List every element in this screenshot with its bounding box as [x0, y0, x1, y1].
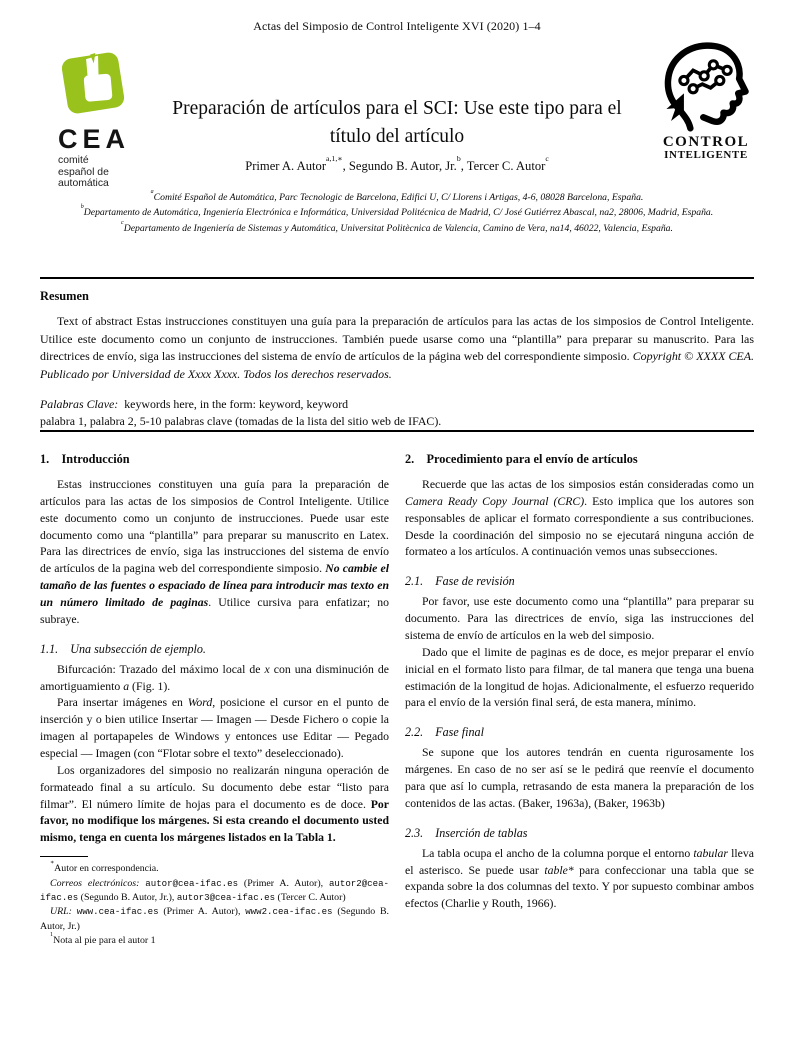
text-segment: Correos electrónicos: [50, 877, 146, 889]
text-segment: No cambie el tamaño de las fuentes o espaciado de línea para introducir mas texto en un número limitado de paginas [40, 562, 389, 610]
cea-subtitle-line: automática [58, 178, 109, 190]
paragraph [40, 477, 389, 629]
text-segment: x [264, 662, 270, 676]
footnote [40, 905, 389, 934]
text-segment: , posicione el cursor en el punto de inserción y o bien utilice Insertar — Imagen — Desde Fichero o copie la imagen al portapapeles de Windows y entonces use Editar — Pegado especial — Imagen (con “Flotar sobre el texto” deseleccionado). [40, 696, 389, 761]
text-segment: Por favor, no modifique los márgenes. Si esta creando el documento usted mismo, tenga en cuenta los márgenes listados en la Tabla 1. [40, 797, 389, 845]
text-segment: con una disminución de amortiguamiento [40, 662, 389, 693]
paragraph [405, 477, 754, 561]
text-segment: Recuerde que las actas de los simposios están consideradas como un [422, 478, 754, 491]
paragraph [405, 745, 754, 812]
text-segment: Para insertar imágenes en [57, 696, 188, 710]
text-segment: lleva el asterisco. Se puede usar [405, 846, 754, 877]
text-segment: (Segundo B. Autor, Jr.), [78, 892, 177, 904]
running-head: Actas del Simposio de Control Inteligente XVI (2020) 1–4 [253, 19, 541, 33]
subsection-heading: 1.1. Una subsección de ejemplo. [40, 641, 206, 656]
text-segment: (Primer A. Autor), [238, 877, 329, 889]
text-segment: a [123, 679, 130, 693]
superscript-marker: ∗ [50, 860, 55, 867]
paper-title-line1: Preparación de artículos para el SCI: Use este tipo para el [172, 98, 622, 119]
footnote [40, 877, 389, 906]
text-segment: Palabras Clave: [40, 397, 119, 412]
text-segment: table* [544, 863, 574, 877]
superscript-marker: a,1,∗ [326, 154, 343, 164]
text-segment: keywords here, in the form: keyword, keyword [118, 397, 349, 412]
inteligente-label: INTELIGENTE [664, 149, 748, 161]
text-segment: Los organizadores del simposio no realizarán ninguna operación de formateado final a su artículo. Su documento debe estar “listo para filmar”. El número límite de hojas para el documento es de doce. [40, 763, 389, 811]
footnote [40, 862, 389, 876]
subsection-heading: 2.1. Fase de revisión [405, 574, 515, 589]
affiliation-c [26, 221, 768, 236]
paragraph [40, 695, 389, 762]
text-segment: (Primer A. Autor), [158, 906, 246, 918]
text-segment: . Esto implica que los autores son responsables de aplicar el formato correspondiente a sus contribuciones. Desde la coordinación del simposio no se ejecutará ninguna acción de formateo a los artículos. A continuación vemos unas subsecciones. [405, 494, 754, 559]
paragraph [405, 846, 754, 913]
paragraph [40, 662, 389, 696]
text-segment: (Fig. 1). [129, 679, 171, 693]
superscript-marker: b [456, 154, 461, 164]
paragraph [405, 594, 754, 645]
paragraph [40, 763, 389, 847]
text-segment: Autor en correspondencia. [54, 863, 159, 875]
code-text: www.cea-ifac.es [76, 906, 159, 918]
text-segment: para confeccionar una tabla que se expanda sobre la dos columnas del texto. Y por supuesto combinar ambos efectos (Charlie y Routh, 1966). [405, 863, 755, 911]
code-text: autor@cea-ifac.es [145, 877, 239, 889]
subsection-heading: 2.3. Inserción de tablas [405, 825, 528, 840]
abstract-block [40, 289, 754, 430]
body-columns [40, 450, 754, 949]
text-segment: Por favor, use este documento como una “plantilla” para preparar su documento. Para las directrices de envío, siga las instrucciones del sistema de envío de artículos en la web del simposio. [405, 595, 754, 643]
code-text: autor3@cea-ifac.es [176, 892, 276, 904]
keywords-line1 [40, 396, 754, 413]
text-segment: Dado que el limite de paginas es de doce, es mejor preparar el envío inicial en el formato listo para filmar, de tal manera que tenga una buena estimación de la longitud de hojas. Adicionalmente, el esfuerzo requerido para el envío de la versión final será, de esta manera, mínimo. [405, 645, 754, 710]
text-segment: URL: [50, 906, 77, 918]
footnote-rule [40, 856, 88, 857]
paper-title [80, 95, 714, 152]
text-segment: La tabla ocupa el ancho de la columna porque el entorno [422, 846, 694, 860]
affiliation-b [26, 205, 768, 220]
paper-title-line2: título del artículo [329, 126, 465, 148]
text-segment: Word [187, 696, 213, 710]
affiliation-a [26, 190, 768, 205]
footnote-list [40, 862, 389, 948]
text-segment: , Tercer C. Autor [460, 159, 546, 173]
right-column-blocks [405, 452, 754, 913]
superscript-marker: a [150, 189, 154, 196]
paragraph [405, 645, 754, 712]
code-text: autor2@cea-ifac.es [40, 877, 389, 904]
footnote [40, 934, 389, 948]
superscript-marker: c [121, 219, 124, 226]
subsection-heading: 2.2. Fase final [405, 725, 484, 740]
text-segment: , Segundo B. Autor, Jr. [342, 159, 457, 173]
cea-subtitle-line: español de [58, 166, 109, 178]
text-segment: Departamento de Automática, Ingeniería Electrónica e Informática, Universidad Politécnica de Madrid, C/ José Gutiérrez Abascal, na2, 28006, Madrid, España. [83, 207, 714, 219]
superscript-marker: c [545, 154, 549, 164]
text-segment: tabular [693, 846, 729, 860]
text-segment: Nota al pie para el autor 1 [53, 935, 156, 947]
text-segment: Se supone que los autores tendrán en cuenta rigurosamente los márgenes. En caso de no ser así se le pedirá que reenvíe el documento para que así lo cumpla, retrasando de esta manera la preparación de los contenidos de las actas. (Baker, 1963a), (Baker, 1963b) [405, 746, 754, 810]
divider-rule-mid [40, 430, 754, 432]
superscript-marker: b [80, 204, 84, 211]
text-segment: Departamento de Ingeniería de Sistemas y Automática, Universitat Politècnica de Valencia, Camino de Vera, na14, 46022, Valencia, España. [123, 222, 673, 234]
text-segment: Camera Ready Copy Journal (CRC) [405, 494, 585, 508]
text-segment: (Segundo B. Autor, Jr.) [40, 906, 389, 932]
text-segment: palabra 1, palabra 2, 5-10 palabras clave (tomadas de la lista del sitio web de IFAC). [40, 414, 442, 429]
superscript-marker: 1 [50, 932, 54, 939]
text-segment: (Tercer C. Autor) [275, 892, 346, 904]
text-segment: Copyright © XXXX CEA. Publicado por Universidad de Xxxx Xxxx. Todos los derechos reservados. [40, 349, 754, 381]
section-heading: 2. Procedimiento para el envío de artículos [405, 452, 638, 466]
control-label: CONTROL [662, 134, 750, 150]
left-column-blocks [40, 452, 389, 847]
text-segment: Primer A. Autor [245, 159, 327, 173]
keywords-line2 [40, 413, 754, 430]
divider-rule-top [40, 277, 754, 279]
text-segment: Estas instrucciones constituyen una guía para la preparación de artículos para las actas de los simposios de Control Inteligente. Utilice este documento como un conjunto de instrucciones. Puede usar este documento como una “plantilla” para preparar su manuscrito en Latex. Para las directrices de envío, siga las instrucciones del sistema de envío de artículos de la pagina web del correspondiente simposio. [40, 478, 389, 576]
abstract-heading: Resumen [40, 289, 89, 303]
right-column [405, 450, 754, 949]
cea-acronym: CEA [58, 124, 131, 154]
abstract-text [40, 313, 754, 383]
left-column [40, 450, 389, 949]
keywords-block [40, 396, 754, 430]
affiliations [26, 190, 768, 236]
text-segment: . Utilice cursiva para enfatizar; no subraye. [40, 596, 389, 626]
text-segment: Comité Español de Automática, Parc Tecnologic de Barcelona, Edifici U, C/ Llorens i Artigas, 4-6, 08028 Barcelona, España. [153, 192, 644, 203]
cea-subtitle-line: comité [58, 155, 89, 166]
footnotes [40, 856, 389, 948]
text-segment: Text of abstract Estas instrucciones constituyen una guía para la preparación de artículos para las actas de los simposios de Control Inteligente. Utilice este documento como un conjunto de instrucciones. También puede usarse como una “plantilla” para preparar su manuscrito. Para las directrices de envío, siga las instrucciones del sistema de envío de artículos de la página web del correspondiente simposio. [40, 314, 754, 364]
text-segment: Bifurcación: Trazado del máximo local de [57, 662, 265, 676]
section-heading: 1. Introducción [40, 452, 130, 466]
code-text: www2.cea-ifac.es [245, 906, 333, 918]
